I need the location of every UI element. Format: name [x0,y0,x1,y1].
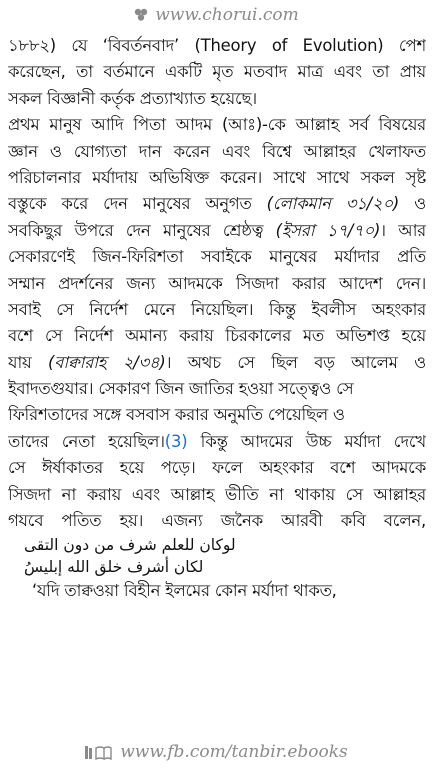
text-line: ইবাদতগুযার। সেকারণ জিন জাতির হওয়া সত্ত্বেও সে [8,379,354,399]
books-icon [84,743,112,761]
text-line: সিজদা না করায় এবং আল্লাহ ভীতি না থাকায় সে আল্লাহর [8,484,426,504]
text-line: করেছেন, তা বর্তমানে একটি মৃত মতবাদ মাত্র এবং তা প্রায় [8,62,426,82]
text-line: গযবে পতিত হয়। এজন্য জনৈক আরবী কবি বলেন, [8,511,426,531]
text-line: পরিচালনার মর্যাদায় অভিষিক্ত করেন। সাথে সাথে সকল সৃষ্ট [8,167,426,187]
text-line: সকল বিজ্ঞানী কর্তৃক প্রত্যাখ্যাত হয়েছে। [8,88,257,108]
header-watermark [0,4,432,26]
header-site: www.chorui.com [155,5,299,25]
text-line [8,350,426,376]
text-line: সে ঈর্ষাকাতর হয়ে পড়ে। ফলে অহংকার বশে আদমকে [8,458,426,478]
text-line: ‘যদি তাক্বওয়া বিহীন ইলমের কোন মর্যাদা থাকত, [32,581,337,601]
quran-reference: (বাক্বারাহ ২/৩৪) [48,352,166,372]
text-line: প্রথম মানুষ আদি পিতা আদম (আঃ)-কে আল্লাহ সর্ব বিষয়ের [8,115,426,135]
text-span: । আর [380,220,426,240]
quran-reference: (ইসরা ১৭/৭০) [275,220,381,240]
text-span: ও [399,194,426,214]
text-span: বস্তুকে করে দেন মানুষের অনুগত [8,194,267,214]
text-span: কিন্তু আদমের উচ্চ মর্যাদা দেখে [187,431,426,451]
quran-reference: (লোকমান ৩১/২০) [266,194,400,214]
text-line [8,429,426,455]
footnote-link[interactable]: (3) [164,431,188,451]
text-span: তাদের নেতা হয়েছিল। [8,431,165,451]
text-line: জ্ঞান ও যোগ্যতা দান করেন এবং বিশ্বে আল্লাহর খেলাফত [8,141,426,161]
arabic-verse-line: لوكان للعلم شرف من دون التقى [24,536,236,555]
text-line: সম্মান প্রদর্শনের জন্য আদমকে সিজদা করার আদেশ দেন। [8,273,426,293]
text-line: ১৮৮২) যে ‘বিবর্তনবাদ’ (Theory of Evolution) পেশ [8,36,426,55]
text-line: সবাই সে নির্দেশ মেনে নিয়েছিল। কিন্তু ইবলীস অহংকার [8,299,426,319]
text-span: সবকিছুর উপরে দেন মানুষের শ্রেষ্ঠত্ব [8,220,276,240]
text-span: । অথচ সে ছিল বড় আলেম ও [165,352,426,372]
text-line: সেকারণেই জিন-ফিরিশতা সবাইকে মানুষের মর্যাদার প্রতি [8,247,426,267]
text-span: যায় [8,352,48,372]
text-line [8,191,426,217]
footer-site: www.fb.com/tanbir.ebooks [120,742,348,762]
footer-watermark [0,740,432,764]
text-line: ফিরিশতাদের সঙ্গে বসবাস করার অনুমতি পেয়েছিল ও [8,405,345,425]
clover-icon [133,7,149,23]
arabic-verse-line: لكان أشرف خلق الله إبليسُ [24,558,204,577]
text-line: বশে সে নির্দেশ অমান্য করায় চিরকালের মত অভিশপ্ত হয়ে [8,326,426,346]
page-body [8,33,426,605]
text-line [8,218,426,244]
